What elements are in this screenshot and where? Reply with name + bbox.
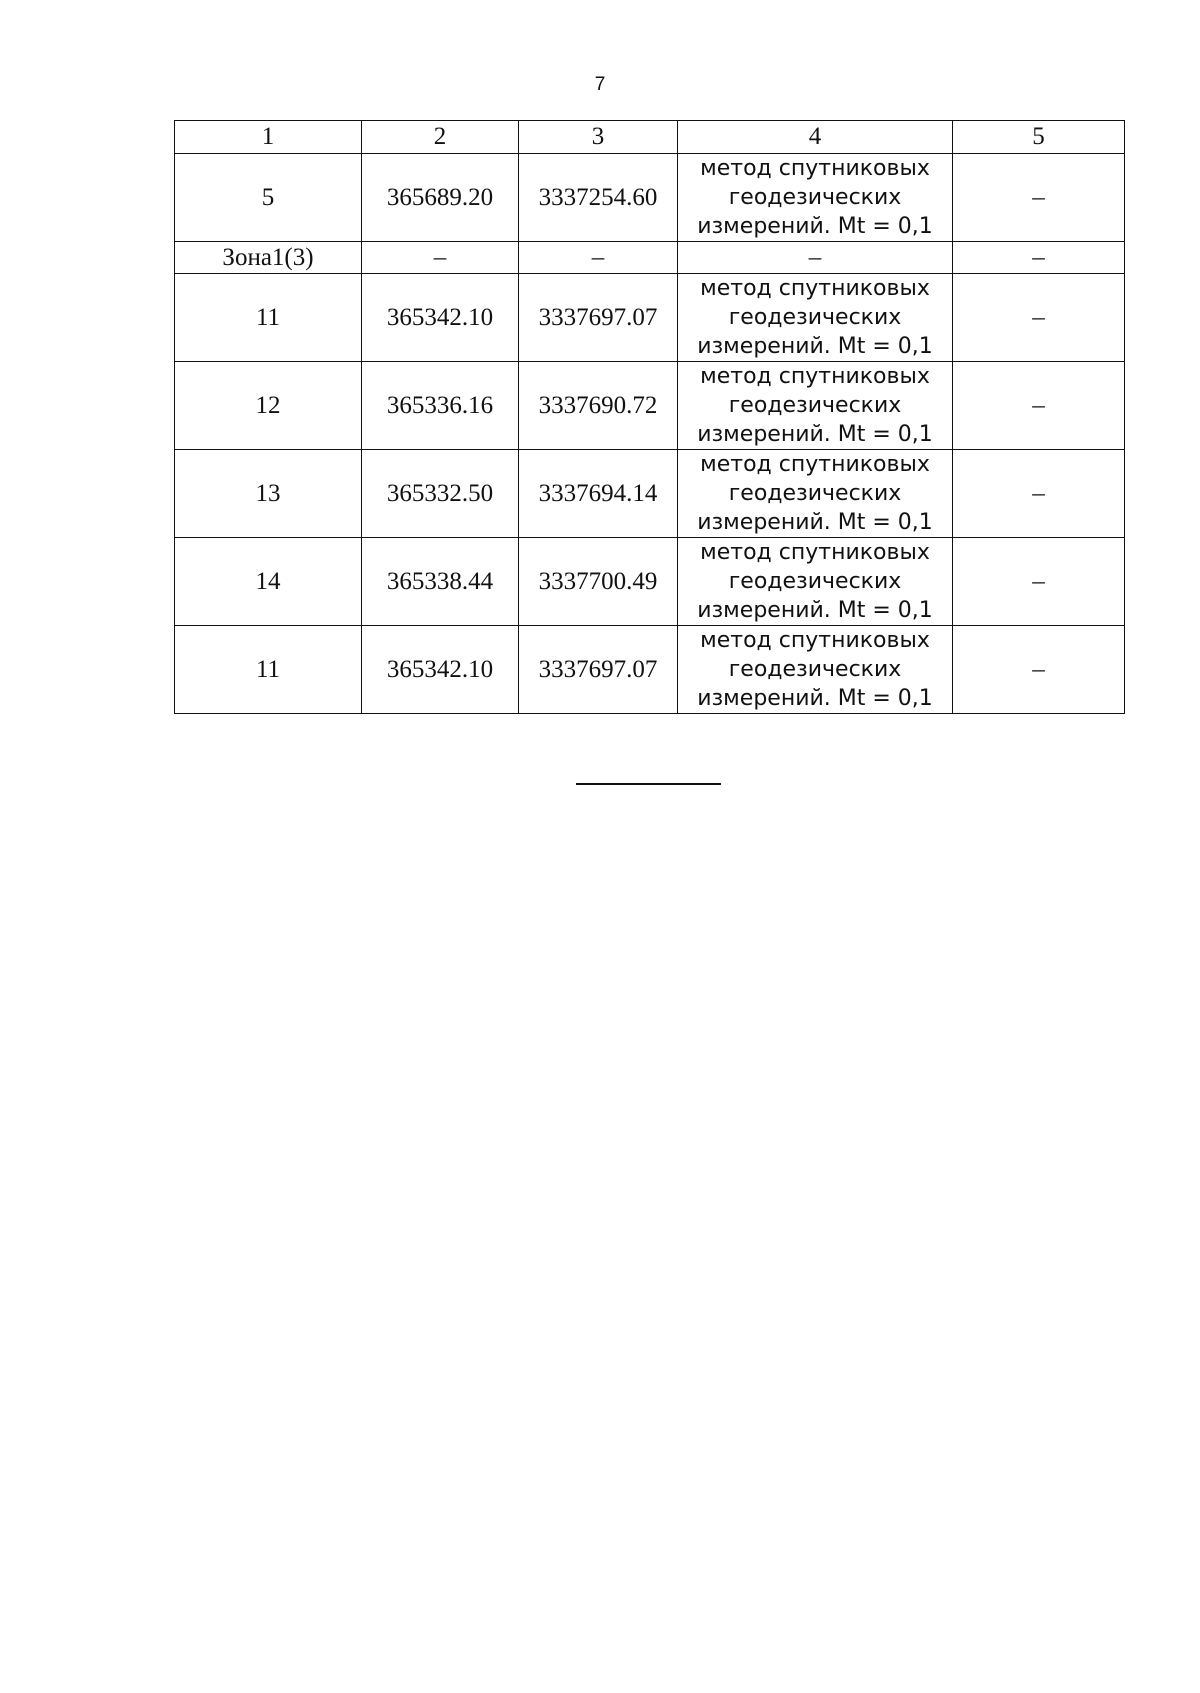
table-row (175, 626, 1125, 714)
method-cell (678, 154, 953, 242)
method-cell (678, 538, 953, 626)
point-number-cell: 11 (175, 626, 362, 714)
method-line: геодезических (728, 657, 902, 682)
method-line: измерений. Mt = 0,1 (697, 334, 933, 359)
method-line: геодезических (728, 393, 902, 418)
y-coordinate-cell: 3337690.72 (519, 362, 678, 450)
point-number-cell: 11 (175, 274, 362, 362)
x-coordinate-cell: 365342.10 (362, 626, 519, 714)
point-number-cell: 14 (175, 538, 362, 626)
method-line: измерений. Mt = 0,1 (697, 598, 933, 623)
note-cell: – (953, 450, 1125, 538)
method-cell (678, 626, 953, 714)
note-cell: – (953, 626, 1125, 714)
method-line: измерений. Mt = 0,1 (697, 422, 933, 447)
y-coordinate-cell: 3337697.07 (519, 274, 678, 362)
x-coordinate-cell: 365338.44 (362, 538, 519, 626)
method-cell (678, 274, 953, 362)
zone-label-cell: Зона1(3) (175, 242, 362, 274)
note-cell: – (953, 274, 1125, 362)
table-row (175, 362, 1125, 450)
method-line: метод спутниковых (700, 628, 930, 653)
method-line: измерений. Mt = 0,1 (697, 686, 933, 711)
method-cell: – (678, 242, 953, 274)
header-cell-4: 4 (678, 121, 953, 154)
method-line: метод спутниковых (700, 540, 930, 565)
method-line: геодезических (728, 481, 902, 506)
note-cell: – (953, 362, 1125, 450)
method-line: геодезических (728, 185, 902, 210)
method-line: метод спутниковых (700, 452, 930, 477)
table-row (175, 538, 1125, 626)
x-coordinate-cell: 365332.50 (362, 450, 519, 538)
page-number: 7 (594, 74, 606, 95)
x-coordinate-cell: 365336.16 (362, 362, 519, 450)
header-cell-3: 3 (519, 121, 678, 154)
note-cell: – (953, 242, 1125, 274)
header-cell-2: 2 (362, 121, 519, 154)
method-line: измерений. Mt = 0,1 (697, 510, 933, 535)
note-cell: – (953, 538, 1125, 626)
point-number-cell: 13 (175, 450, 362, 538)
method-line: измерений. Mt = 0,1 (697, 214, 933, 239)
x-coordinate-cell: 365342.10 (362, 274, 519, 362)
zone-row (175, 242, 1125, 274)
method-line: метод спутниковых (700, 156, 930, 181)
y-coordinate-cell: 3337254.60 (519, 154, 678, 242)
table-row (175, 450, 1125, 538)
note-cell: – (953, 154, 1125, 242)
method-cell (678, 362, 953, 450)
method-line: геодезических (728, 569, 902, 594)
x-coordinate-cell: 365689.20 (362, 154, 519, 242)
point-number-cell: 12 (175, 362, 362, 450)
method-cell (678, 450, 953, 538)
end-of-document-rule (576, 783, 721, 785)
point-number-cell: 5 (175, 154, 362, 242)
y-coordinate-cell: – (519, 242, 678, 274)
method-line: геодезических (728, 305, 902, 330)
table-row (175, 274, 1125, 362)
table-header-row (175, 121, 1125, 154)
method-line: метод спутниковых (700, 364, 930, 389)
y-coordinate-cell: 3337694.14 (519, 450, 678, 538)
table-row (175, 154, 1125, 242)
header-cell-5: 5 (953, 121, 1125, 154)
y-coordinate-cell: 3337697.07 (519, 626, 678, 714)
method-line: метод спутниковых (700, 276, 930, 301)
coordinates-table (174, 120, 1125, 714)
header-cell-1: 1 (175, 121, 362, 154)
x-coordinate-cell: – (362, 242, 519, 274)
y-coordinate-cell: 3337700.49 (519, 538, 678, 626)
